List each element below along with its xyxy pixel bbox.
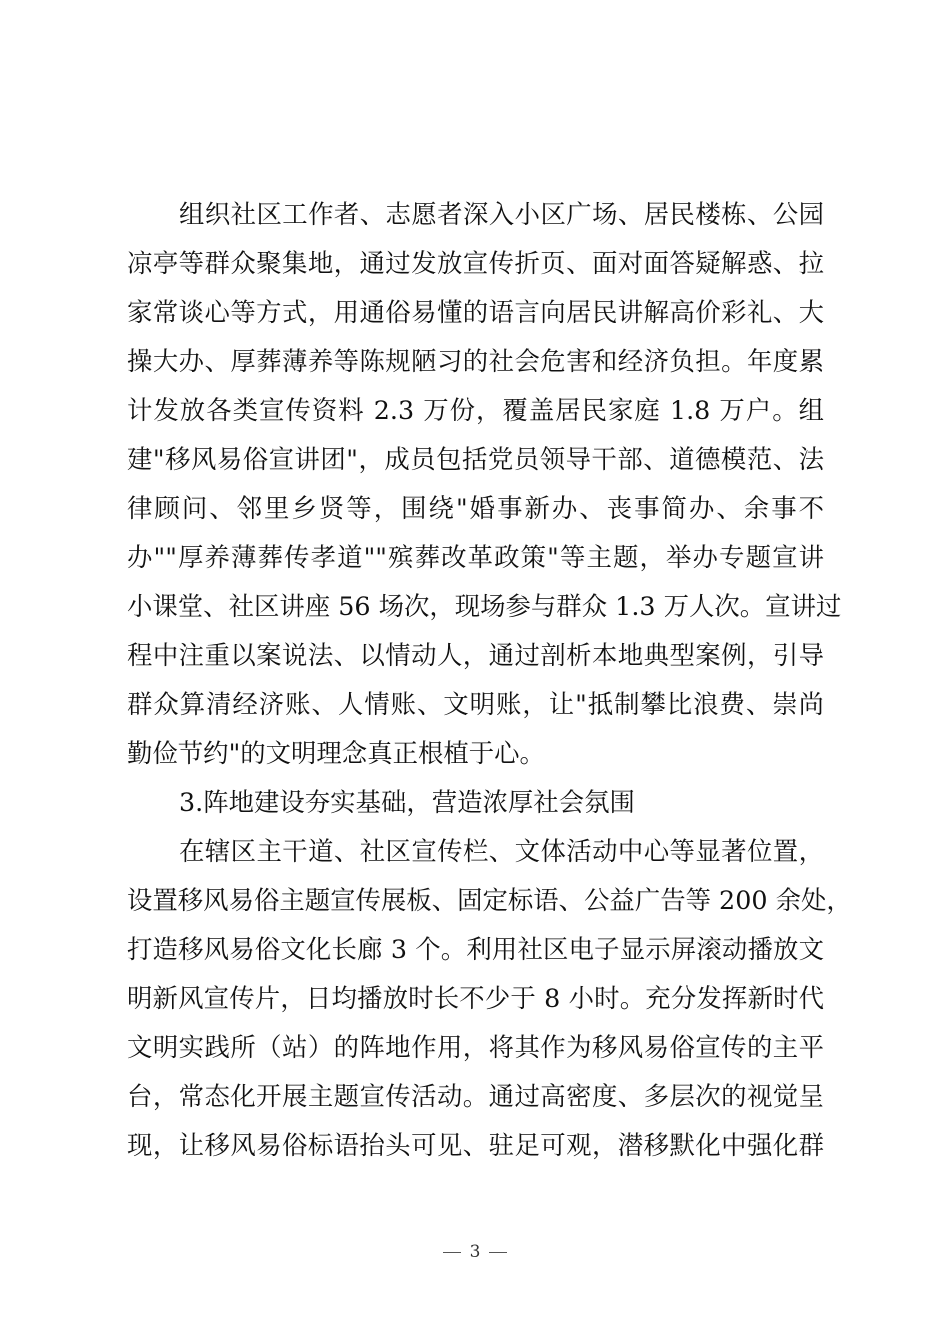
page-number: 3 bbox=[469, 1242, 481, 1262]
paragraph-line: 组织社区工作者、志愿者深入小区广场、居民楼栋、公园 bbox=[179, 199, 824, 229]
paragraph-line: 计发放各类宣传资料 2.3 万份，覆盖居民家庭 1.8 万户。组 bbox=[127, 395, 824, 425]
paragraph-line: 明新风宣传片，日均播放时长不少于 8 小时。充分发挥新时代 bbox=[127, 983, 824, 1013]
document-body bbox=[127, 193, 852, 1173]
paragraph-line: 台，常态化开展主题宣传活动。通过高密度、多层次的视觉呈 bbox=[127, 1081, 824, 1111]
paragraph-line: 现，让移风易俗标语抬头可见、驻足可观，潜移默化中强化群 bbox=[127, 1130, 824, 1160]
paragraph-line: 在辖区主干道、社区宣传栏、文体活动中心等显著位置， bbox=[179, 836, 824, 866]
paragraph-line: 建"移风易俗宣讲团"，成员包括党员领导干部、道德模范、法 bbox=[127, 444, 824, 474]
paragraph-line: 勤俭节约"的文明理念真正根植于心。 bbox=[127, 738, 545, 768]
paragraph-line: 操大办、厚葬薄养等陈规陋习的社会危害和经济负担。年度累 bbox=[127, 346, 824, 376]
paragraph-line: 小课堂、社区讲座 56 场次，现场参与群众 1.3 万人次。宣讲过 bbox=[127, 591, 842, 621]
paragraph-line: 办""厚养薄葬传孝道""殡葬改革政策"等主题，举办专题宣讲 bbox=[127, 542, 824, 572]
footer-dash-right bbox=[489, 1252, 507, 1253]
paragraph-line: 程中注重以案说法、以情动人，通过剖析本地典型案例，引导 bbox=[127, 640, 824, 670]
paragraph-line: 群众算清经济账、人情账、文明账，让"抵制攀比浪费、崇尚 bbox=[127, 689, 824, 719]
paragraph-line: 凉亭等群众聚集地，通过发放宣传折页、面对面答疑解惑、拉 bbox=[127, 248, 824, 278]
paragraph-line: 家常谈心等方式，用通俗易懂的语言向居民讲解高价彩礼、大 bbox=[127, 297, 824, 327]
footer-dash-left bbox=[443, 1252, 461, 1253]
page-number-footer bbox=[0, 1242, 950, 1262]
paragraph-line: 文明实践所（站）的阵地作用，将其作为移风易俗宣传的主平 bbox=[127, 1032, 824, 1062]
paragraph-line: 打造移风易俗文化长廊 3 个。利用社区电子显示屏滚动播放文 bbox=[127, 934, 824, 964]
section-heading: 3.阵地建设夯实基础，营造浓厚社会氛围 bbox=[179, 787, 635, 817]
paragraph-line: 律顾问、邻里乡贤等，围绕"婚事新办、丧事简办、余事不 bbox=[127, 493, 824, 523]
paragraph-line: 设置移风易俗主题宣传展板、固定标语、公益广告等 200 余处， bbox=[127, 885, 852, 915]
